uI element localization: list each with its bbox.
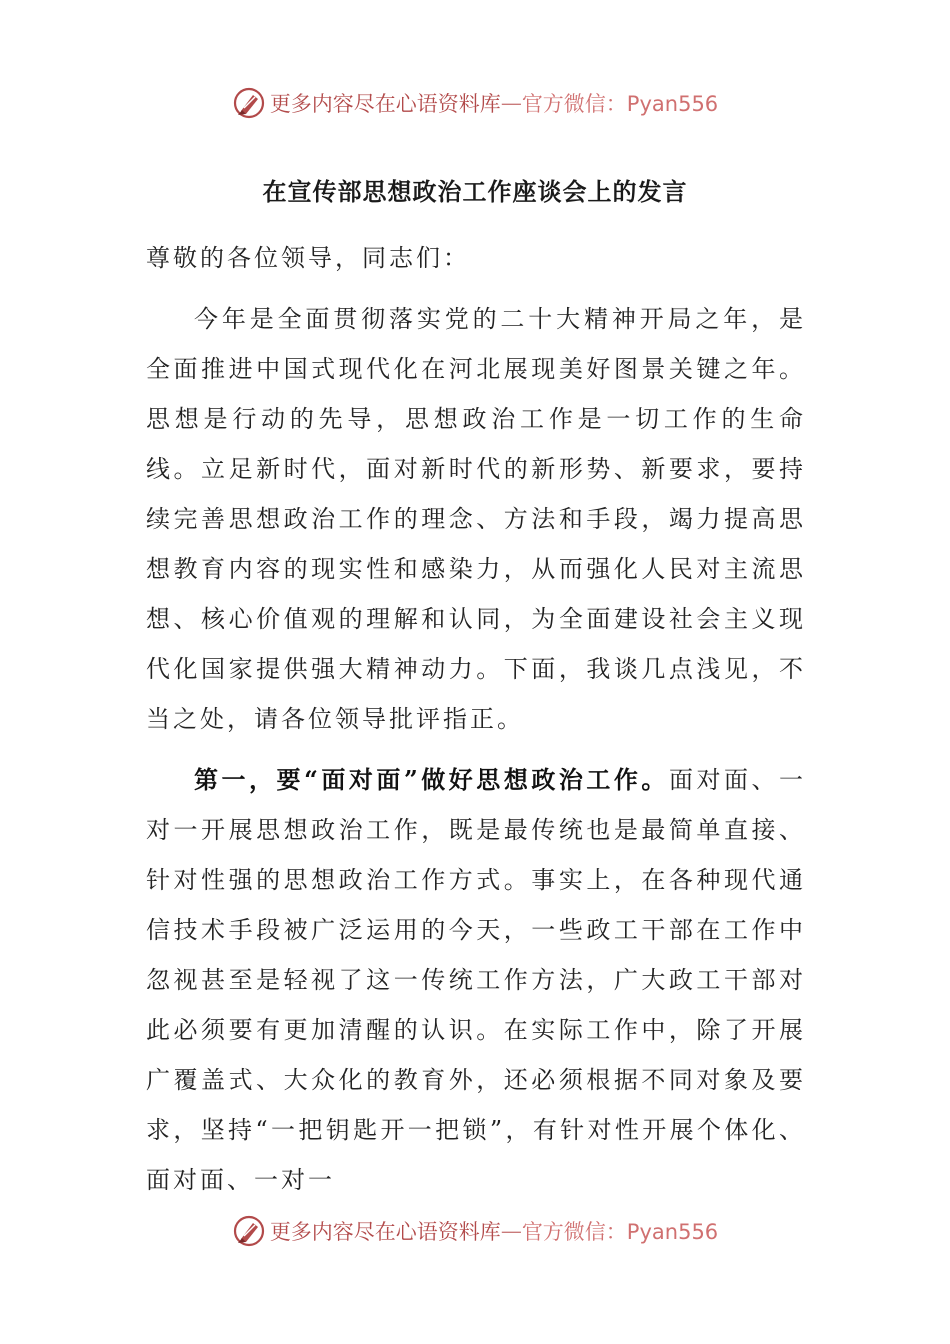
footer-watermark-banner [0, 1211, 950, 1251]
paragraph-lead: 第一，要“面对面”做好思想政治工作。 [194, 765, 669, 794]
watermark-separator: — [500, 1219, 522, 1243]
watermark-wechat-text: 官方微信：Pyan556 [521, 92, 719, 116]
paragraph-2 [146, 755, 806, 1205]
watermark-promo-text: 更多内容尽在心语资料库 [269, 92, 501, 116]
salutation: 尊敬的各位领导，同志们： [146, 244, 470, 272]
paragraph-1 [146, 294, 806, 744]
pen-nib-logo-icon [232, 86, 266, 120]
header-watermark-banner [0, 83, 950, 123]
document-body [146, 233, 806, 1205]
document-title: 在宣传部思想政治工作座谈会上的发言 [262, 177, 688, 206]
watermark-promo-text: 更多内容尽在心语资料库 [269, 1220, 501, 1244]
paragraph-text: 面对面、一对一开展思想政治工作，既是最传统也是最简单直接、针对性强的思想政治工作方式。事实上，在各种现代通信技术手段被广泛运用的今天，一些政工干部在工作中忽视甚至是轻视了这一传统工作方法，广大政工干部对此必须要有更加清醒的认识。在实际工作中，除了开展广覆盖式、大众化的教育外，还必须根据不同对象及要求，坚持“一把钥匙开一把锁”，有针对性开展个体化、面对面、一对一 [146, 766, 807, 1194]
watermark-separator: — [500, 91, 522, 115]
paragraph-text: 今年是全面贯彻落实党的二十大精神开局之年，是全面推进中国式现代化在河北展现美好图景关键之年。思想是行动的先导，思想政治工作是一切工作的生命线。立足新时代，面对新时代的新形势、新要求，要持续完善思想政治工作的理念、方法和手段，竭力提高思想教育内容的现实性和感染力，从而强化人民对主流思想、核心价值观的理解和认同，为全面建设社会主义现代化国家提供强大精神动力。下面，我谈几点浅见，不当之处，请各位领导批评指正。 [146, 305, 806, 733]
pen-nib-logo-icon [232, 1214, 266, 1248]
watermark-wechat-text: 官方微信：Pyan556 [521, 1220, 719, 1244]
